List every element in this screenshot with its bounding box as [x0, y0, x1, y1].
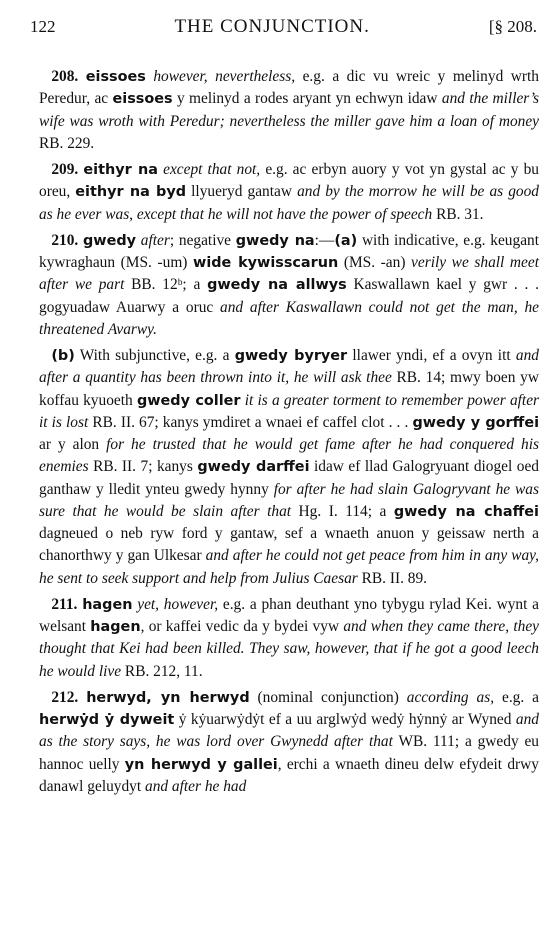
section-number: 208.	[51, 68, 79, 85]
text: with indicative, e.g. keugant kywraghaun (MS. -um)	[39, 231, 539, 271]
text: :—	[314, 231, 335, 249]
translation: and after a quantity has been thrown into it, he will ask thee	[39, 347, 539, 387]
welsh-headword: wide kywisscarun	[193, 255, 339, 271]
page-header	[30, 16, 537, 44]
welsh-headword: yn herwyd y gallei	[124, 756, 278, 773]
text: RB. 31.	[432, 205, 484, 223]
welsh-headword: gwedy byryer	[234, 348, 348, 364]
text: , erchi a wnaeth dineu delw efydeit drwy danawl geluydyt	[39, 755, 539, 795]
translation: according as,	[406, 688, 495, 706]
text: RB. II. 89.	[357, 569, 428, 587]
text: dagneued o neb ryw ford y gantaw, sef a wnaeth anuon y geissaw nerth a chanorthwy y gan Ulkesar	[39, 525, 539, 565]
welsh-headword: gwedy na	[235, 232, 315, 249]
text	[78, 68, 86, 85]
text: RB. 229.	[39, 134, 95, 152]
text: idaw ef llad Galogryuant diogel oed ganthaw y lledit ynteu gwedy hynny	[39, 458, 539, 498]
text: ; negative	[169, 231, 236, 249]
paragraph	[39, 159, 539, 226]
page-number: 122	[30, 17, 56, 36]
text: (MS. -an)	[338, 254, 412, 271]
welsh-headword: gwedy coller	[136, 392, 241, 409]
text: e.g. a phan deuthant yno tybygu rylad Kei. wynt a welsant	[39, 595, 539, 635]
text: RB. 14; mwy boen yw koffau kyuoeth	[39, 369, 539, 409]
translation: and after he could not get peace from him in any way, he sent to seek support and help from Julius Caesar	[39, 547, 539, 587]
paragraph	[39, 66, 539, 155]
text: y melinyd a rodes aryant yn echwyn idaw	[172, 90, 442, 108]
welsh-headword: (b)	[51, 348, 75, 364]
welsh-headword: gwedy na chaffei	[393, 503, 539, 520]
paragraph	[39, 687, 539, 798]
text: RB. 212, 11.	[121, 662, 203, 680]
running-title: THE CONJUNCTION.	[174, 16, 370, 37]
welsh-headword: eithyr na byd	[75, 184, 187, 201]
paragraph	[39, 594, 539, 683]
welsh-headword: eissoes	[85, 69, 146, 85]
paragraph	[39, 345, 539, 590]
page-body	[39, 62, 539, 798]
translation: however, nevertheless,	[145, 68, 296, 85]
welsh-headword: (a)	[334, 232, 358, 249]
translation: yet, however,	[132, 595, 219, 613]
section-number: 211.	[51, 595, 78, 613]
text: , or kaffei vedic da y bydei vyw	[140, 618, 344, 635]
translation: after	[136, 231, 170, 249]
text: RB. II. 7; kanys	[88, 458, 198, 476]
text	[78, 689, 86, 706]
section-number: 209.	[51, 161, 79, 178]
section-number: 210.	[51, 231, 79, 249]
translation: and the miller’s wife was wroth with Peredur; nevertheless the miller gave him a loan of money	[39, 90, 539, 130]
welsh-headword: herwẏd ẏ dyweit	[39, 712, 175, 728]
text: ẏ kẏuarwẏdẏt ef a uu arglwẏd wedẏ hẏnnẏ ar Wyned	[174, 711, 516, 728]
welsh-headword: eithyr na	[83, 162, 158, 178]
welsh-headword: hagen	[90, 619, 141, 635]
paragraph	[39, 230, 539, 341]
welsh-headword: hagen	[82, 596, 133, 613]
text: With subjunctive, e.g. a	[74, 347, 235, 364]
text: llawer yndi, ef a ovyn itt	[347, 347, 516, 364]
welsh-headword: herwyd, yn herwyd	[86, 689, 250, 706]
text: RB. II. 67; kanys ymdiret a wnaei ef caffel clot . . .	[88, 413, 413, 431]
translation: and as the story says, he was lord over Gwynedd after that	[39, 711, 539, 751]
section-number: 212.	[51, 688, 79, 706]
translation: verily we shall meet after we part	[39, 254, 539, 294]
text: ar y alon	[39, 436, 107, 453]
translation: it is a greater torment to remember power after it is lost	[39, 391, 540, 431]
translation: for after he had slain Galogryvant he was sure that he would be slain after that	[39, 480, 539, 520]
translation: and by the morrow he will be as good as he ever was, except that he will not have the power of speech	[39, 183, 539, 223]
text: Hg. I. 114; a	[291, 502, 394, 520]
welsh-headword: gwedy darffei	[197, 459, 310, 476]
translation: and after Kaswallawn could not get the man, he threatened Avarwy.	[39, 298, 539, 338]
text: Kaswallawn kael y gwr . . . gogyuadaw Auarwy a oruc	[39, 276, 539, 316]
text: BB. 12ᵇ; a	[124, 276, 208, 294]
text: WB. 111; a gwedy eu hannoc uelly	[39, 733, 539, 773]
translation: for he trusted that he would get fame after he had conquered his enemies	[39, 436, 539, 476]
text: (nominal conjunction)	[249, 688, 407, 706]
translation: and when they came there, they thought that Kei had been killed. They saw, however, that if he got a good leech he would live	[39, 618, 539, 680]
translation: and after he had	[145, 777, 247, 795]
section-reference: [§ 208.	[488, 17, 537, 36]
translation: except that not,	[157, 161, 261, 178]
welsh-headword: eissoes	[112, 91, 173, 108]
welsh-headword: gwedy	[83, 232, 137, 249]
welsh-headword: gwedy y gorffei	[412, 414, 540, 431]
text: e.g. a dic vu wreic y melinyd wrth Peredur, ac	[39, 68, 539, 108]
text: e.g. ac erbyn auory y vot yn gystal ac y bu oreu,	[39, 161, 540, 201]
text: e.g. a	[494, 688, 539, 706]
text: llyueryd gantaw	[186, 183, 298, 201]
welsh-headword: gwedy na allwys	[207, 277, 347, 294]
